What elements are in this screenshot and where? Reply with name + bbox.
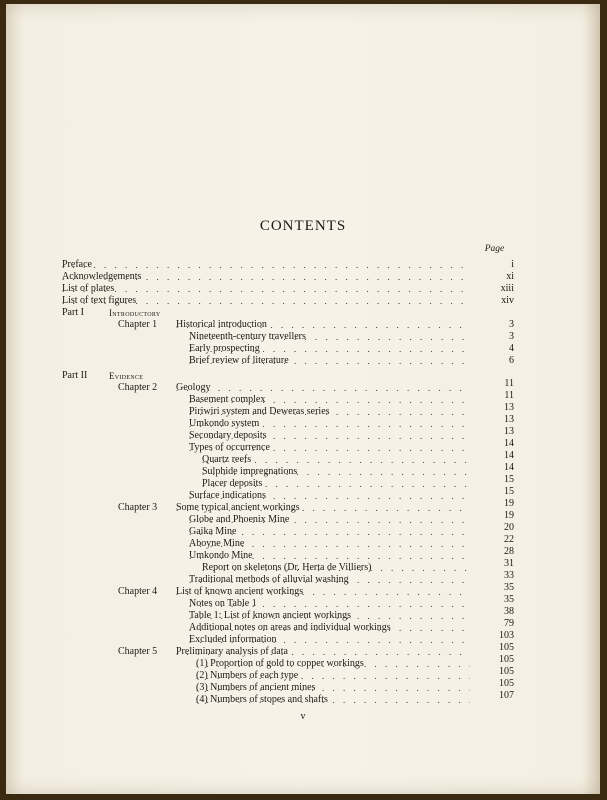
toc-entry: . . . List of known ancient workings: [176, 586, 470, 598]
toc-entry: . . . (4) Numbers of stopes and shafts: [196, 694, 470, 706]
toc-entry: . . . Report on skeletons (Dr. Herta de Villiers): [202, 562, 470, 574]
toc-entry: . . . Acknowledgements: [62, 271, 470, 283]
toc-page-number: xiv: [501, 295, 514, 306]
toc-entry: . . . Excluded information: [189, 634, 470, 646]
toc-page-number: 33: [504, 570, 514, 581]
toc-entry: . . . Umkondo system: [189, 418, 470, 430]
toc-page-number: 14: [504, 450, 514, 461]
toc-page-number: i: [511, 259, 514, 270]
toc-entry: . . . Geology: [176, 382, 470, 394]
toc-page-number: 105: [499, 666, 514, 677]
toc-entry: . . . (3) Numbers of ancient mines: [196, 682, 470, 694]
toc-entry: . . . Sulphide impregnations: [202, 466, 470, 478]
book-page: [6, 4, 600, 794]
page-column-label: Page: [484, 244, 505, 254]
toc-entry: . . . Umkondo Mine: [189, 550, 470, 562]
toc-page-number: 3: [509, 331, 514, 342]
toc-page-number: 35: [504, 582, 514, 593]
toc-entry: . . . Nineteenth-century travellers: [189, 331, 470, 343]
toc-page-number: xi: [506, 271, 514, 282]
part-title: Introductory: [109, 308, 161, 318]
toc-page-number: 35: [504, 594, 514, 605]
toc-page-number: 3: [509, 319, 514, 330]
toc-entry: . . . Piriwiri system and Deweras series: [189, 406, 470, 418]
toc-page-number: 107: [499, 690, 514, 701]
toc-entry: . . . (2) Numbers of each type: [196, 670, 470, 682]
chapter-label: Chapter 5: [118, 646, 158, 657]
toc-entry: . . . Quartz reefs: [202, 454, 470, 466]
toc-entry: . . . Early prospecting: [189, 343, 470, 355]
toc-entry: . . . List of plates: [62, 283, 470, 295]
toc-entry: . . . Brief review of literature: [189, 355, 470, 367]
toc-entry: . . . Notes on Table 1: [189, 598, 470, 610]
toc-page-number: 15: [504, 474, 514, 485]
part-label: Part I: [62, 307, 84, 318]
toc-page-number: 22: [504, 534, 514, 545]
toc-page-number: 13: [504, 426, 514, 437]
toc-page-number: 105: [499, 642, 514, 653]
toc-page-number: 19: [504, 498, 514, 509]
toc-entry: . . . Secondary deposits: [189, 430, 470, 442]
toc-entry: . . . Preface: [62, 259, 470, 271]
toc-page-number: 4: [509, 343, 514, 354]
toc-page-number: 15: [504, 486, 514, 497]
toc-entry: . . . Traditional methods of alluvial washing: [189, 574, 470, 586]
toc-entry: . . . List of text figures: [62, 295, 470, 307]
toc-entry: . . . (1) Proportion of gold to copper workings: [196, 658, 470, 670]
toc-entry: . . . Historical introduction: [176, 319, 470, 331]
toc-entry: . . . Preliminary analysis of data: [176, 646, 470, 658]
toc-page-number: 14: [504, 462, 514, 473]
toc-page-number: 13: [504, 402, 514, 413]
toc-page-number: 79: [504, 618, 514, 629]
toc-page-number: 105: [499, 678, 514, 689]
chapter-label: Chapter 3: [118, 502, 158, 513]
chapter-label: Chapter 2: [118, 382, 158, 393]
toc-page-number: 31: [504, 558, 514, 569]
toc-page-number: 28: [504, 546, 514, 557]
page-folio: v: [300, 711, 306, 722]
toc-entry: . . . Types of occurrence: [189, 442, 470, 454]
toc-entry: . . . Surface indications: [189, 490, 470, 502]
toc-page-number: 13: [504, 414, 514, 425]
toc-page-number: 20: [504, 522, 514, 533]
toc-entry: . . . Aboyne Mine: [189, 538, 470, 550]
toc-entry: . . . Placer deposits: [202, 478, 470, 490]
toc-entry: . . . Additional notes on areas and individual workings: [189, 622, 470, 634]
toc-entry: . . . Gaika Mine: [189, 526, 470, 538]
chapter-label: Chapter 1: [118, 319, 158, 330]
toc-page-number: 11: [504, 390, 514, 401]
part-label: Part II: [62, 370, 88, 381]
toc-page-number: 103: [499, 630, 514, 641]
toc-page-number: 105: [499, 654, 514, 665]
toc-page-number: xiii: [500, 283, 514, 294]
toc-page-number: 6: [509, 355, 514, 366]
toc-entry: . . . Basement complex: [189, 394, 470, 406]
part-title: Evidence: [109, 371, 144, 381]
toc-page-number: 19: [504, 510, 514, 521]
toc-page-number: 11: [504, 378, 514, 389]
toc-entry: . . . Table 1: List of known ancient workings: [189, 610, 470, 622]
chapter-label: Chapter 4: [118, 586, 158, 597]
toc-entry: . . . Some typical ancient workings: [176, 502, 470, 514]
page-title: CONTENTS: [259, 218, 347, 234]
toc-entry: . . . Globe and Phoenix Mine: [189, 514, 470, 526]
toc-page-number: 38: [504, 606, 514, 617]
toc-page-number: 14: [504, 438, 514, 449]
